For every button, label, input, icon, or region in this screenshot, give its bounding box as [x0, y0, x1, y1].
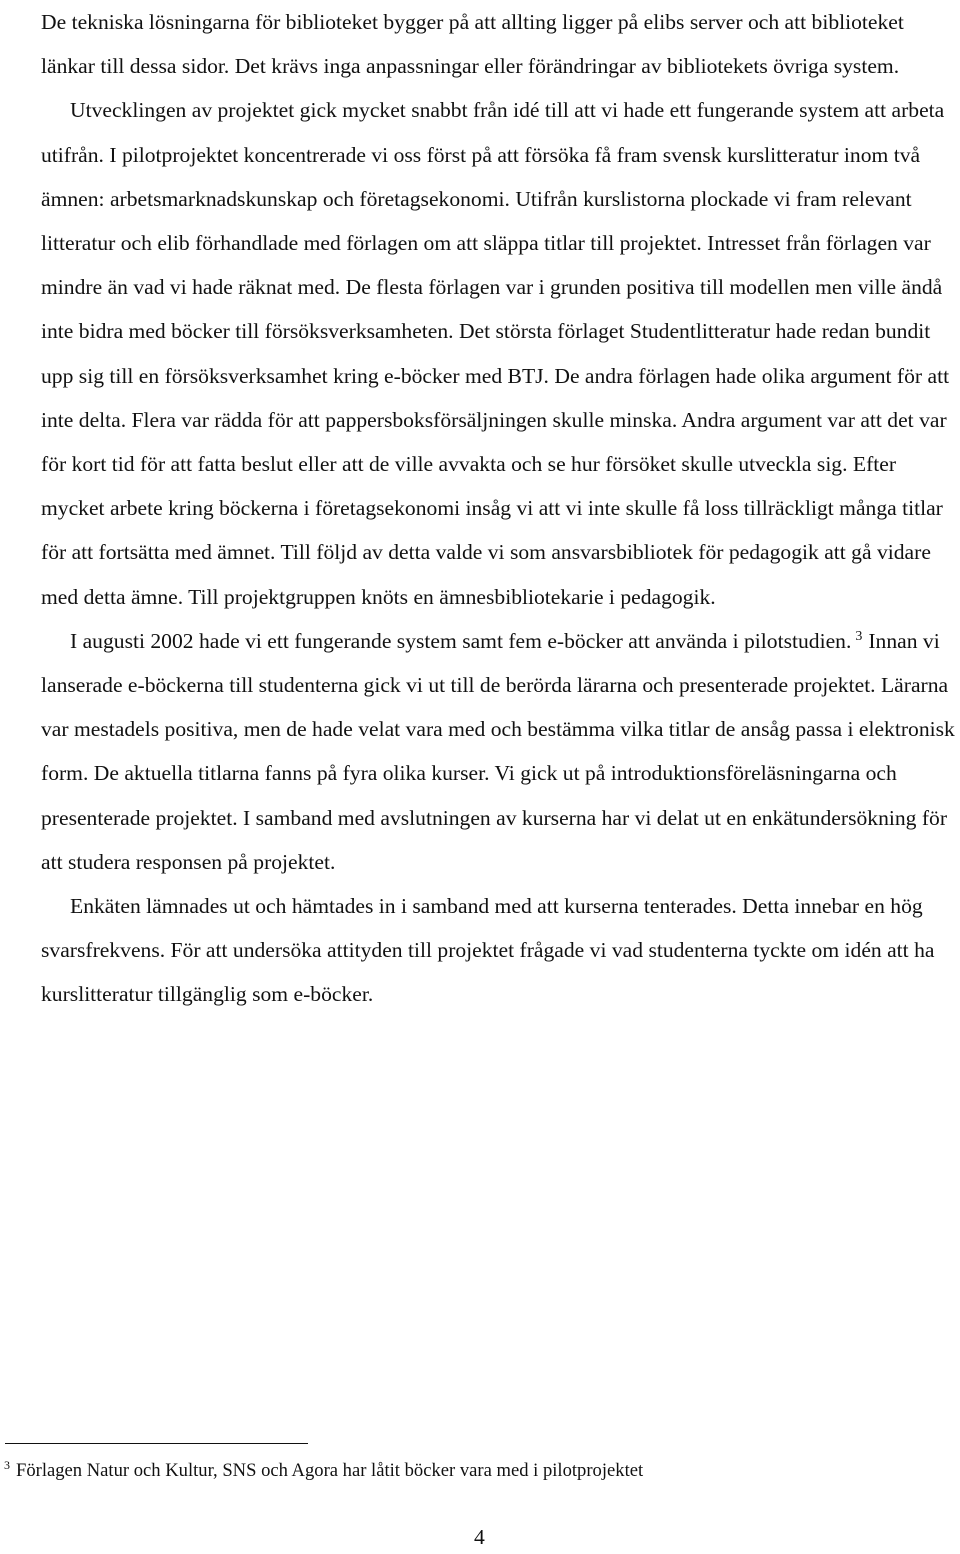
body-text — [41, 0, 960, 1017]
paragraph-1: De tekniska lösningarna för biblioteket bygger på att allting ligger på elibs server och att biblioteket länkar till dessa sidor. Det krävs inga anpassningar eller förändringar av bibliotekets övriga system. — [41, 10, 904, 79]
page-number: 4 — [474, 1525, 485, 1549]
footnote — [4, 1459, 643, 1483]
footnote-separator — [5, 1443, 308, 1444]
footnote-text: Förlagen Natur och Kultur, SNS och Agora har låtit böcker vara med i pilotprojektet — [16, 1460, 644, 1481]
paragraph-3-before-ref: I augusti 2002 hade vi ett fungerande system samt fem e-böcker att använda i pilotstudien. — [70, 628, 852, 653]
footnote-number: 3 — [4, 1458, 10, 1472]
paragraph-3 — [41, 619, 960, 884]
paragraph-3-after-ref: Innan vi lanserade e-böckerna till studenterna gick vi ut till de berörda lärarna och presenterade projektet. Lärarna var mestadels positiva, men de hade velat vara med och bestämma vilka titlar de ansåg passa i elektronisk form. De aktuella titlarna fanns på fyra olika kurser. Vi gick ut på introduktionsföreläsningarna och presenterade projektet. I samband med avslutningen av kurserna har vi delat ut en enkätundersökning för att studera responsen på projektet. — [41, 628, 955, 874]
footnote-reference: 3 — [855, 628, 863, 644]
paragraph-4: Enkäten lämnades ut och hämtades in i samband med att kurserna tenterades. Detta innebar en hög svarsfrekvens. För att undersöka attityden till projektet frågade vi vad studenterna tyckte om idén att ha kurslitteratur tillgänglig som e-böcker. — [41, 894, 935, 1007]
paragraph-2: Utvecklingen av projektet gick mycket snabbt från idé till att vi hade ett fungerande system att arbeta utifrån. I pilotprojektet koncentrerade vi oss först på att försöka få fram svensk kurslitteratur inom två ämnen: arbetsmarknadskunskap och företagsekonomi. Utifrån kurslistorna plockade vi fram relevant litteratur och elib förhandlade med förlagen om att släppa titlar till projektet. Intresset från förlagen var mindre än vad vi hade räknat med. De flesta förlagen var i grunden positiva till modellen men ville ändå inte bidra med böcker till försöksverksamheten. Det största förlaget Studentlitteratur hade redan bundit upp sig till en försöksverksamhet kring e-böcker med BTJ. De andra förlagen hade olika argument för att inte delta. Flera var rädda för att pappersboksförsäljningen skulle minska. Andra argument var att det var för kort tid för att fatta beslut eller att de ville avvakta och se hur försöket skulle utveckla sig. Efter mycket arbete kring böckerna i företagsekonomi insåg vi att vi inte skulle få loss tillräckligt många titlar för att fortsätta med ämnet. Till följd av detta valde vi som ansvarsbibliotek för pedagogik att gå vidare med detta ämne. Till projektgruppen knöts en ämnesbibliotekarie i pedagogik. — [41, 98, 950, 609]
